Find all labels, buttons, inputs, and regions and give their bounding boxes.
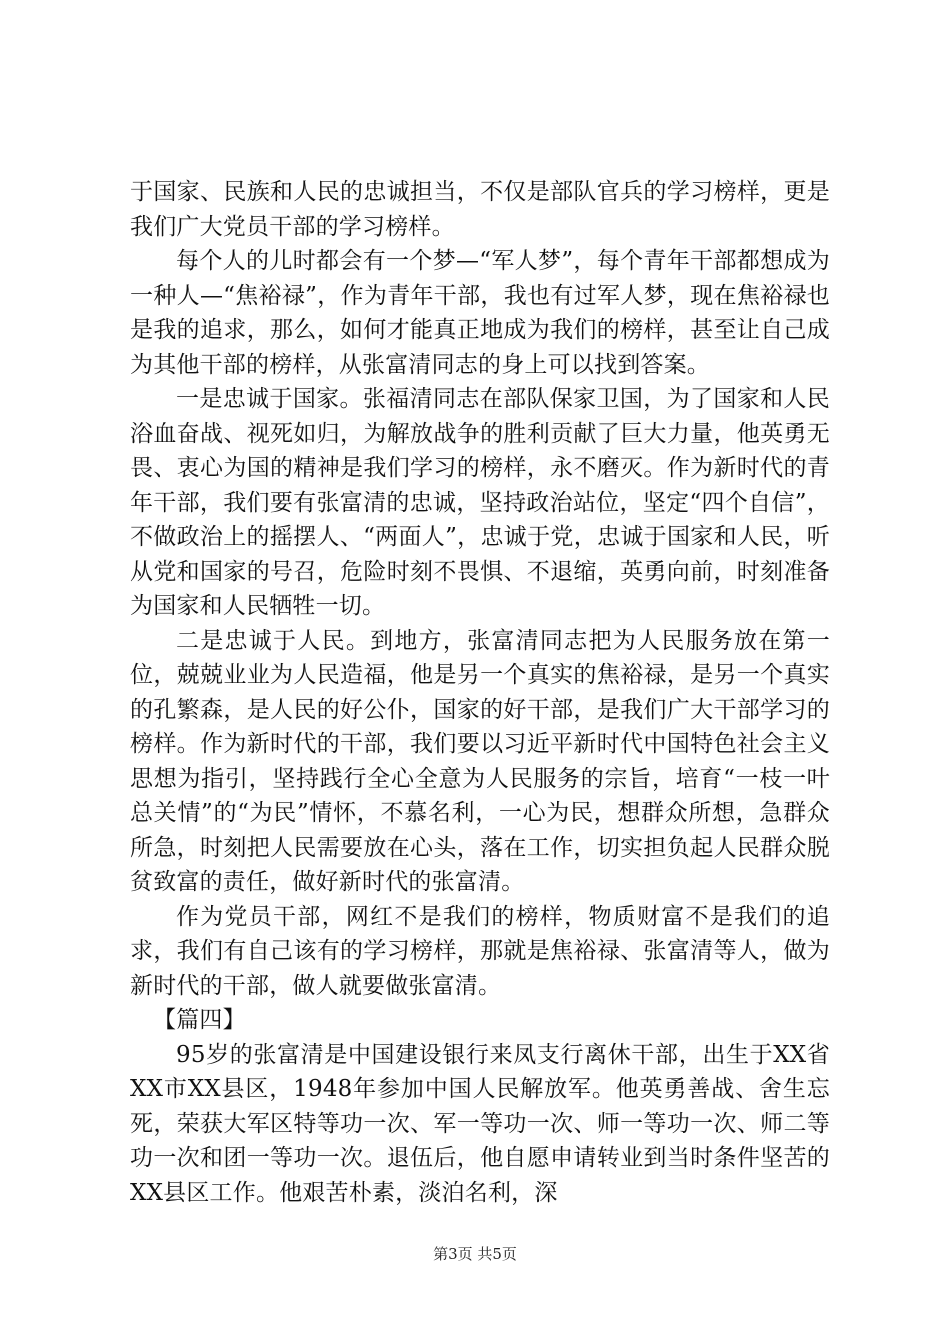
paragraph-loyal-to-country: 一是忠诚于国家。张福清同志在部队保家卫国，为了国家和人民浴血奋战、视死如归，为解放战争的胜利贡献了巨大力量，他英勇无畏、衷心为国的精神是我们学习的榜样，永不磨灭。作为新时代的青年干部，我们要有张富清的忠诚，坚持政治站位，坚定“四个自信”，不做政治上的摇摆人、“两面人”，忠诚于党，忠诚于国家和人民，听从党和国家的号召，危险时刻不畏惧、不退缩，英勇向前，时刻准备为国家和人民牺牲一切。 <box>130 386 830 619</box>
paragraph-dream: 每个人的儿时都会有一个梦—“军人梦”，每个青年干部都想成为一种人—“焦裕禄”，作为青年干部，我也有过军人梦，现在焦裕禄也是我的追求，那么，如何才能真正地成为我们的榜样，甚至让自己成为其他干部的榜样，从张富清同志的身上可以找到答案。 <box>130 248 830 378</box>
section-heading: 【篇四】 <box>153 1007 246 1033</box>
paragraph-biography: 95岁的张富清是中国建设银行来凤支行离休干部，出生于XX省XX市XX县区，1948年参加中国人民解放军。他英勇善战、舍生忘死，荣获大军区特等功一次、军一等功一次、师一等功一次、师二等功一次和团一等功一次。退伍后，他自愿申请转业到当时条件坚苦的XX县区工作。他艰苦朴素，淡泊名利，深 <box>130 1041 830 1206</box>
paragraph-continued: 于国家、民族和人民的忠诚担当，不仅是部队官兵的学习榜样，更是我们广大党员干部的学习榜样。 <box>130 179 830 240</box>
paragraph-conclusion: 作为党员干部，网红不是我们的榜样，物质财富不是我们的追求，我们有自己该有的学习榜样，那就是焦裕禄、张富清等人，做为新时代的干部，做人就要做张富清。 <box>130 903 830 999</box>
page-number-footer: 第3页 共5页 <box>433 1245 517 1263</box>
document-body <box>130 175 830 1210</box>
paragraph-loyal-to-people: 二是忠诚于人民。到地方，张富清同志把为人民服务放在第一位，兢兢业业为人民造福，他是另一个真实的焦裕禄，是另一个真实的孔繁森，是人民的好公仆，国家的好干部，是我们广大干部学习的榜样。作为新时代的干部，我们要以习近平新时代中国特色社会主义思想为指引，坚持践行全心全意为人民服务的宗旨，培育“一枝一叶总关情”的“为民”情怀，不慕名利，一心为民，想群众所想，急群众所急，时刻把人民需要放在心头，落在工作，切实担负起人民群众脱贫致富的责任，做好新时代的张富清。 <box>130 627 830 895</box>
